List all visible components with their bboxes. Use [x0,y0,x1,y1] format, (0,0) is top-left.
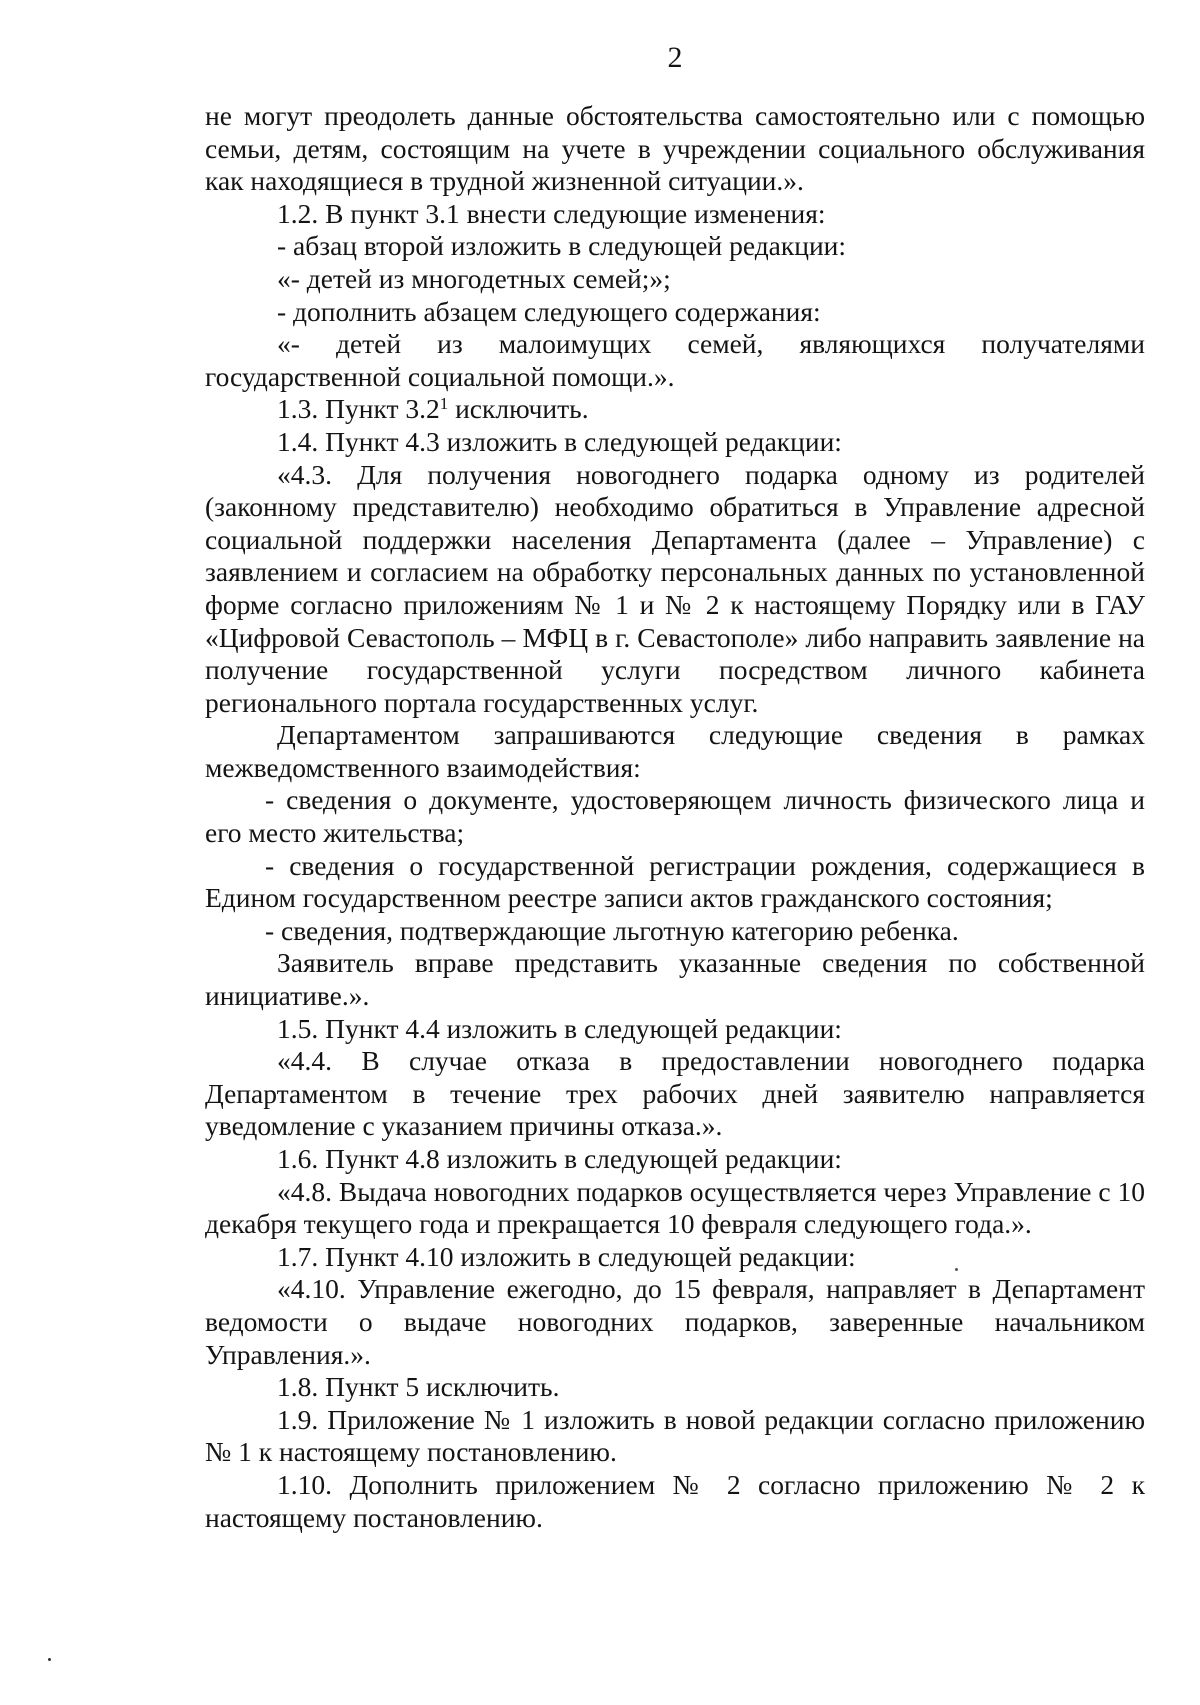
scan-speck-2 [955,1268,958,1271]
item-1-3-text: 1.3. Пункт 3.2 [277,393,440,425]
request-item-identity: - сведения о документе, удостоверяющем личность физического лица и его место жительства; [205,784,1145,849]
item-4-8-text: «4.8. Выдача новогодних подарков осуществляется через Управление с 10 декабря текущего года и прекращается 10 февраля следующего года.». [205,1175,1145,1240]
item-1-6: 1.6. Пункт 4.8 изложить в следующей редакции: [277,1143,842,1174]
item-1-8: 1.8. Пункт 5 исключить. [277,1371,560,1403]
item-1-2-quote-a: «- детей из многодетных семей;»; [277,262,671,294]
item-1-10: 1.10. Дополнить приложением № 2 согласно приложению № 2 к настоящему постановлению. [205,1468,1145,1533]
item-1-5: 1.5. Пункт 4.4 изложить в следующей редакции: [277,1012,842,1044]
item-1-3-rest: исключить. [448,393,589,425]
request-item-birth: - сведения о государственной регистрации рождения, содержащиеся в Едином государственном реестре записи актов гражданского состояния; [205,849,1145,914]
item-1-2-quote-b: «- детей из малоимущих семей, являющихся получателями государственной социальной помощи.». [205,328,1145,392]
item-1-3-superscript: 1 [439,394,449,414]
item-4-4-text: «4.4. В случае отказа в предоставлении новогоднего подарка Департаментом в течение трех рабочих дней заявителю направляется уведомление с указанием причины отказа.». [205,1045,1145,1142]
item-1-4: 1.4. Пункт 4.3 изложить в следующей редакции: [277,425,842,457]
scan-speck [48,1658,51,1661]
paragraph-continuation: не могут преодолеть данные обстоятельства самостоятельно или с помощью семьи, детям, состоящим на учете в учреждении социального обслуживания как находящиеся в трудной жизненной ситуации.». [205,100,1145,197]
item-1-2-line-a: - абзац второй изложить в следующей редакции: [277,230,847,262]
item-1-2-line-b: - дополнить абзацем следующего содержания: [277,295,821,327]
item-1-9: 1.9. Приложение № 1 изложить в новой редакции согласно приложению № 1 к настоящему постановлению. [205,1403,1145,1468]
request-item-category: - сведения, подтверждающие льготную категорию ребенка. [265,914,959,946]
item-1-2: 1.2. В пункт 3.1 внести следующие изменения: [277,197,826,229]
document-body [205,100,1145,1534]
item-1-3 [205,393,1145,426]
item-4-3-text: «4.3. Для получения новогоднего подарка одному из родителей (законному представителю) необходимо обратиться в Управление адресной социальной поддержки населения Департамента (далее – Управление) с заявлением и согласием на обработку персональных данных по установленной форме согласно приложениям № 1 и № 2 к настоящему Порядку или в ГАУ «Цифровой Севастополь – МФЦ в г. Севастополе» либо направить заявление на получение государственной услуги посредством личного кабинета регионального портала государственных услуг. [205,458,1145,718]
item-1-7: 1.7. Пункт 4.10 изложить в следующей редакции: [277,1240,856,1272]
page-number: 2 [667,41,683,74]
department-requests: Департаментом запрашиваются следующие сведения в рамках межведомственного взаимодействия: [205,719,1145,783]
applicant-right: Заявитель вправе представить указанные сведения по собственной инициативе.». [205,947,1145,1012]
item-4-10-text: «4.10. Управление ежегодно, до 15 февраля, направляет в Департамент ведомости о выдаче новогодних подарков, заверенные начальником Управления.». [205,1273,1145,1370]
